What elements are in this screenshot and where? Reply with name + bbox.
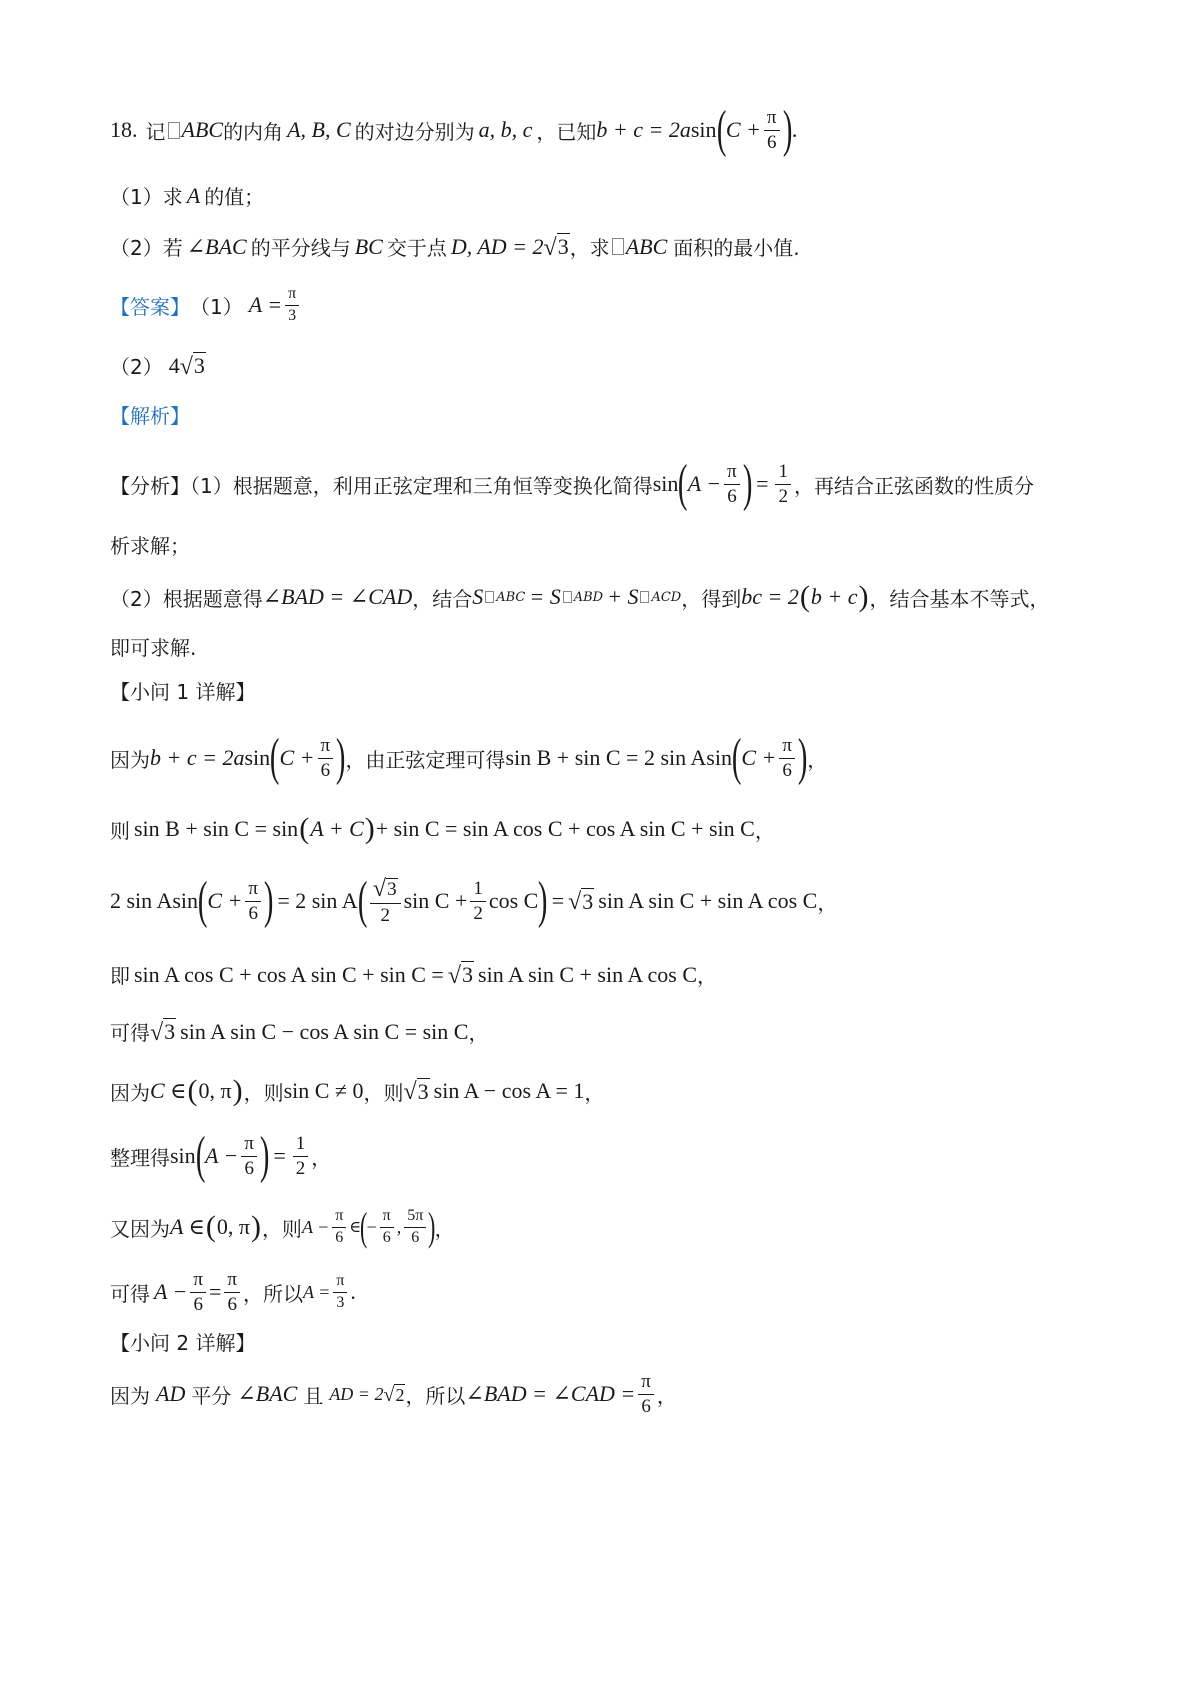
s1-line-3 xyxy=(110,872,1120,929)
fraction: $\frac{1}{2}$ xyxy=(775,462,791,507)
subscript: ABD xyxy=(573,589,604,605)
analysis-2 xyxy=(110,580,1120,614)
text: ，结合 xyxy=(412,586,473,611)
triangle-symbol xyxy=(168,122,180,139)
math: A xyxy=(186,182,201,208)
math: = xyxy=(273,1143,286,1168)
math: ABC xyxy=(625,233,668,259)
fraction: $\frac{\pi}{6}$ xyxy=(224,1270,240,1315)
text: ，则 xyxy=(363,1080,404,1105)
text: ，结合基本不等式， xyxy=(869,586,1050,611)
part-2-question xyxy=(110,232,1120,261)
math: A − xyxy=(154,1279,188,1305)
math: sin B + sin C = sin xyxy=(134,816,299,841)
math: sin xyxy=(170,1143,196,1168)
fraction: $\frac{\pi}{3}$ xyxy=(285,286,299,325)
sqrt: √ 3 xyxy=(179,353,205,380)
fraction: $\frac{\pi}{6}$ xyxy=(380,1208,394,1247)
fraction: $\frac{\pi}{6}$ xyxy=(779,736,795,781)
problem-number: 18. xyxy=(110,117,138,142)
triangle-symbol xyxy=(612,238,624,255)
math: AD xyxy=(156,1381,186,1407)
math: A − xyxy=(687,471,722,496)
section-header: 【小问 1 详解】 xyxy=(110,680,256,704)
text: 的值； xyxy=(204,185,265,209)
fraction: $\frac{5\pi}{6}$ xyxy=(404,1208,426,1247)
math: A + C xyxy=(310,816,364,841)
paren-left: ( xyxy=(197,872,208,929)
math: A, B, C xyxy=(287,117,351,142)
math: ∠BAC xyxy=(237,1381,298,1407)
text: ， xyxy=(434,1216,455,1241)
paren-right: ) xyxy=(263,872,274,929)
text: （1）求 xyxy=(110,185,183,209)
math: 0, π xyxy=(216,1214,250,1239)
fraction: $\frac{1}{2}$ xyxy=(470,879,486,924)
paren-left: ( xyxy=(678,455,688,512)
fraction: $\frac{\pi}{6}$ xyxy=(241,1134,257,1179)
math: sin A sin C + sin A cos C xyxy=(598,888,818,913)
text: ，则 xyxy=(261,1216,302,1241)
math: BC xyxy=(354,233,383,259)
math: C + xyxy=(279,745,315,770)
math: b + c = 2a xyxy=(150,745,245,770)
text: ，再结合正弦函数的性质分 xyxy=(793,473,1034,498)
paren-right: ) xyxy=(250,1210,261,1243)
math: sin B + sin C = 2 sin A xyxy=(505,745,707,770)
math: ∠BAD = ∠CAD xyxy=(262,584,413,609)
paren-right: ) xyxy=(797,729,808,786)
fraction: $\frac{\pi}{6}$ xyxy=(724,462,740,507)
math: sin A sin C − cos A sin C = sin C xyxy=(180,1018,469,1044)
text: 整理得 xyxy=(110,1145,170,1170)
s1-line-7 xyxy=(110,1127,1120,1184)
math: A = xyxy=(303,1281,331,1302)
text: 【分析】（1）根据题意，利用正弦定理和三角恒等变换化简得 xyxy=(110,473,653,498)
math: = xyxy=(208,1279,222,1305)
text: ，得到 xyxy=(681,586,742,611)
text: （2）根据题意得 xyxy=(110,586,263,611)
answer-label: 【答案】 xyxy=(110,294,190,319)
math: sin xyxy=(690,117,717,142)
paren-right: ) xyxy=(858,580,869,613)
s1-line-5 xyxy=(110,1017,1120,1046)
math: sin A sin C + sin A cos C xyxy=(478,961,698,987)
math: − xyxy=(366,1216,377,1237)
s1-line-4 xyxy=(110,960,1120,989)
text: ，所以 xyxy=(405,1383,466,1408)
jiexi-label: 【解析】 xyxy=(110,404,190,428)
text: 记 xyxy=(145,119,166,144)
math: ∈ xyxy=(349,1219,362,1236)
text: 因为 xyxy=(110,1383,150,1408)
text: 因为 xyxy=(110,747,150,772)
subscript: ABC xyxy=(496,589,526,605)
paren-right: ) xyxy=(364,812,375,845)
analysis-1-cont xyxy=(110,530,1120,559)
answer-line-2 xyxy=(110,351,1120,380)
fraction: $\frac{\pi}{3}$ xyxy=(333,1273,347,1312)
fraction: $\frac{\pi}{6}$ xyxy=(638,1372,654,1417)
math: + S xyxy=(607,584,639,609)
text: 即 xyxy=(110,964,130,988)
math: . xyxy=(350,1279,356,1305)
math: 2 sin A xyxy=(110,888,173,913)
jiexi-line xyxy=(110,400,1120,429)
text: ，已知 xyxy=(536,119,597,144)
part-1-question xyxy=(110,181,1120,210)
text: ， xyxy=(807,747,828,772)
math: = xyxy=(551,888,565,913)
text: 面积的最小值. xyxy=(673,236,800,260)
text: 即可求解. xyxy=(110,636,197,660)
text: ，所以 xyxy=(243,1281,303,1306)
math: S xyxy=(472,584,484,609)
math: = S xyxy=(529,584,561,609)
text: （1） xyxy=(190,294,243,319)
text: ， xyxy=(697,964,718,988)
text: 因为 xyxy=(110,1080,150,1105)
analysis-2-cont xyxy=(110,632,1120,661)
paren-right: ) xyxy=(259,1127,270,1184)
math: b + c = 2a xyxy=(596,117,691,142)
text: （2） xyxy=(110,355,163,379)
text: ， xyxy=(754,818,775,843)
sub2-header xyxy=(110,1327,1120,1356)
fraction: $\frac{1}{2}$ xyxy=(293,1134,309,1179)
triangle-symbol xyxy=(485,591,494,603)
s1-line-8 xyxy=(110,1204,1120,1249)
sqrt: √ 3 xyxy=(403,1078,429,1106)
s1-line-2 xyxy=(110,812,1120,846)
fraction: $\frac{\pi}{6}$ xyxy=(332,1208,346,1247)
math: D, AD = 2 xyxy=(450,233,544,259)
text: ，由正弦定理可得 xyxy=(345,747,506,772)
math: A ∈ xyxy=(170,1214,205,1239)
paren-left: ( xyxy=(360,1204,368,1249)
math: sin xyxy=(652,471,679,496)
paren-left: ( xyxy=(799,580,810,613)
fraction: √ 3 2 xyxy=(370,877,401,926)
text: 且 xyxy=(303,1383,324,1408)
math: sin xyxy=(244,745,271,770)
math: = 2 sin A xyxy=(277,888,358,913)
paren-right: ) xyxy=(336,729,346,786)
text: 的内角 xyxy=(223,119,284,144)
text: ， xyxy=(584,1080,605,1105)
s2-line-1 xyxy=(110,1372,1120,1417)
text: 又因为 xyxy=(110,1216,170,1241)
math: A − xyxy=(205,1143,239,1168)
text: ， xyxy=(656,1383,677,1408)
sqrt: √ 3 xyxy=(150,1019,176,1046)
math: sin C + xyxy=(403,888,468,913)
answer-line xyxy=(110,286,1120,325)
paren-right: ) xyxy=(232,1074,243,1107)
paren-right: ) xyxy=(538,872,548,929)
text: 可得 xyxy=(110,1281,150,1306)
sqrt: √ 3 xyxy=(543,234,569,261)
text: 则 xyxy=(110,818,130,843)
sub1-header xyxy=(110,676,1120,705)
paren-right: ) xyxy=(742,455,753,512)
analysis-1 xyxy=(110,455,1120,512)
text: ， xyxy=(468,1021,489,1045)
math: sin xyxy=(706,745,732,770)
math: cos C xyxy=(488,888,539,913)
text: ， xyxy=(817,890,838,915)
text: 交于点 xyxy=(386,236,447,260)
text: . xyxy=(791,117,798,142)
paren-left: ( xyxy=(205,1210,216,1243)
sqrt: √ 3 xyxy=(447,962,474,989)
math: sin A cos C + cos A sin C + sin C = xyxy=(134,961,444,987)
math: C + xyxy=(207,888,243,913)
s1-line-9 xyxy=(110,1270,1120,1315)
math: C ∈ xyxy=(150,1078,187,1103)
fraction: $\frac{\pi}{6}$ xyxy=(190,1270,206,1315)
paren-left: ( xyxy=(195,1127,206,1184)
text: 析求解； xyxy=(110,534,190,558)
math: sin A − cos A = 1 xyxy=(433,1078,585,1103)
math: ∠BAC xyxy=(186,233,247,259)
math: sin xyxy=(172,888,199,913)
text: ， xyxy=(311,1145,332,1170)
text: ，求 xyxy=(569,236,610,260)
math: C + xyxy=(741,745,777,770)
text: 的对边分别为 xyxy=(354,119,475,144)
triangle-symbol xyxy=(640,591,649,603)
math: 4 xyxy=(168,352,180,378)
math: A = xyxy=(248,292,283,318)
paren-left: ( xyxy=(187,1074,198,1107)
math: C + xyxy=(725,117,761,142)
subscript: ACD xyxy=(651,589,682,605)
paren-right: ) xyxy=(428,1204,436,1249)
fraction: $\frac{\pi}{6}$ xyxy=(764,108,780,153)
fraction: $\frac{\pi}{6}$ xyxy=(318,736,334,781)
triangle-symbol xyxy=(563,591,572,603)
math: ∠BAD = ∠CAD = xyxy=(465,1381,636,1407)
fraction: $\frac{\pi}{6}$ xyxy=(245,879,261,924)
text: 可得 xyxy=(110,1021,150,1045)
math: 0, π xyxy=(198,1078,232,1103)
math: bc = 2 xyxy=(741,584,799,609)
text: 的平分线与 xyxy=(250,236,351,260)
sqrt: √ 2 xyxy=(383,1384,405,1407)
math: a, b, c xyxy=(478,117,533,142)
math: + sin C = sin A cos C + cos A sin C + sin C xyxy=(375,816,755,841)
s1-line-1 xyxy=(110,729,1120,786)
paren-left: ( xyxy=(270,729,280,786)
section-header: 【小问 2 详解】 xyxy=(110,1331,256,1355)
math: sin C ≠ 0 xyxy=(283,1078,364,1103)
text: 平分 xyxy=(191,1383,232,1408)
paren-right: ) xyxy=(782,101,792,158)
text: ，则 xyxy=(243,1080,284,1105)
text: （2）若 xyxy=(110,236,183,260)
paren-left: ( xyxy=(299,812,310,845)
problem-18-statement xyxy=(110,101,1120,158)
math: b + c xyxy=(810,584,858,609)
math: A − xyxy=(301,1216,330,1237)
math: AD = 2 xyxy=(329,1383,384,1404)
paren-left: ( xyxy=(716,101,726,158)
math: ABC xyxy=(181,117,224,142)
sqrt: √ 3 xyxy=(568,888,594,916)
math: = xyxy=(756,471,769,496)
s1-line-6 xyxy=(110,1074,1120,1108)
math: , xyxy=(396,1216,402,1237)
paren-left: ( xyxy=(357,872,368,929)
paren-left: ( xyxy=(731,729,742,786)
